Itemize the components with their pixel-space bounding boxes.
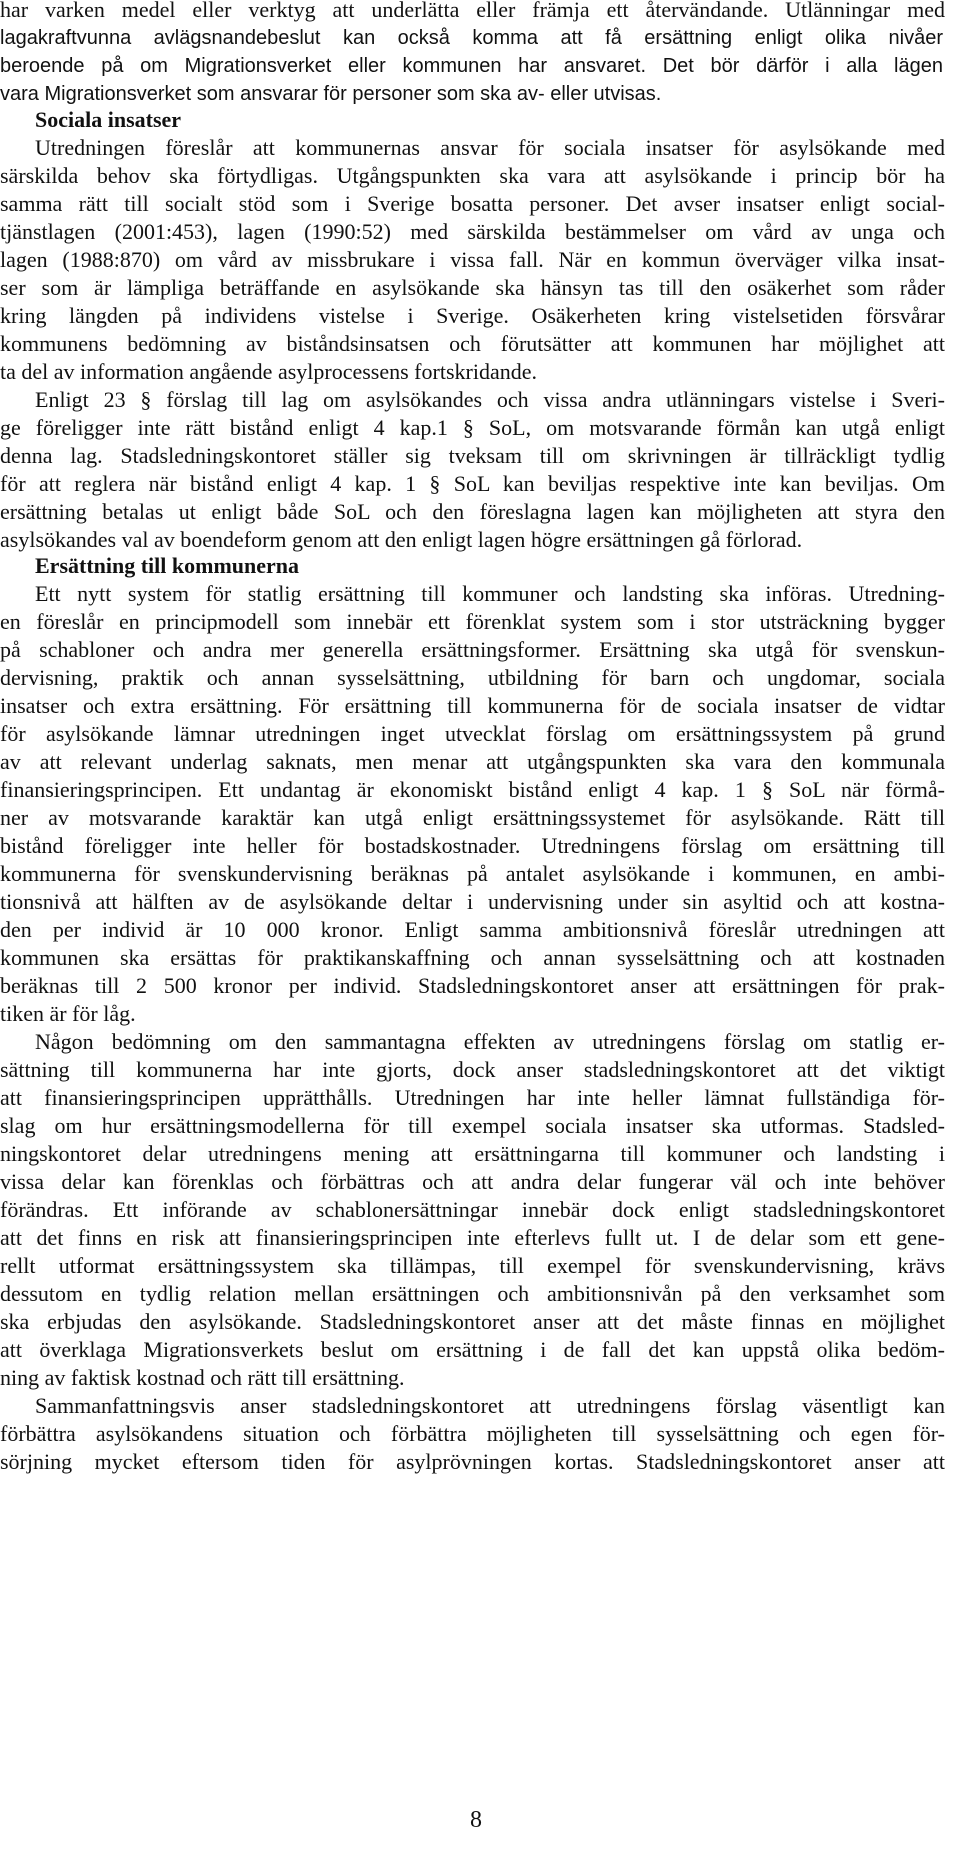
text-line: ningskontoret delar utredningens mening att ersättningarna till kommuner och landsting i xyxy=(0,1141,945,1166)
text-line: Ett nytt system för statlig ersättning till kommuner och landsting ska införas. Utredning- xyxy=(35,581,945,606)
text-line: lagakraftvunna avlägsnandebeslut kan också komma att få ersättning enligt olika nivåer xyxy=(0,27,943,49)
heading-sociala-insatser: Sociala insatser xyxy=(35,107,182,132)
text-line: bistånd föreligger inte heller för bostadskostnader. Utredningens förslag om ersättning till xyxy=(0,833,945,858)
text-line: asylsökandes val av boendeform genom att den enligt lagen högre ersättningen gå förlorad. xyxy=(0,527,803,552)
text-line: vissa delar kan förenklas och förbättras och att andra delar fungerar väl och inte behöver xyxy=(0,1169,945,1194)
text-line: av att relevant underlag saknats, men menar att utgångspunkten ska vara den kommunala xyxy=(0,749,945,774)
text-line: kommunens bedömning av biståndsinsatsen och förutsätter att kommunen har möjlighet att xyxy=(0,331,945,356)
text-line: sättning till kommunerna har inte gjorts, dock anser stadsledningskontoret att det viktigt xyxy=(0,1057,945,1082)
text-line: denna lag. Stadsledningskontoret ställer sig tveksam till om skrivningen är tillräckligt tydlig xyxy=(0,443,945,468)
text-line: att det finns en risk att finansieringsprincipen inte efterlevs fullt ut. I de delar som ett gene- xyxy=(0,1225,945,1250)
text-line: på schabloner och andra mer generella ersättningsformer. Ersättning ska utgå för svenskun- xyxy=(0,637,945,662)
page-number: 8 xyxy=(470,1807,482,1833)
heading-ersattning-till-kommunerna: Ersättning till kommunerna xyxy=(35,553,300,578)
text-line: rellt utformat ersättningssystem ska tillämpas, till exempel för svenskundervisning, krävs xyxy=(0,1253,945,1278)
text-line: en föreslår en principmodell som innebär ett förenklat system som i stor utsträckning bygger xyxy=(0,609,945,634)
text-line: ta del av information angående asylprocessens fortskridande. xyxy=(0,359,537,384)
text-line: den per individ är 10 000 kronor. Enligt samma ambitionsnivå föreslår utredningen att xyxy=(0,917,945,942)
text-line: för asylsökande lämnar utredningen inget utvecklat förslag om ersättningssystem på grund xyxy=(0,721,945,746)
text-line: ge föreligger inte rätt bistånd enligt 4 kap.1 § SoL, om motsvarande förmån kan utgå enligt xyxy=(0,415,945,440)
text-line: beroende på om Migrationsverket eller kommunen har ansvaret. Det bör därför i alla lägen xyxy=(0,55,943,77)
text-line: lagen (1988:870) om vård av missbrukare i vissa fall. När en kommun överväger vilka insat- xyxy=(0,247,945,272)
text-line: förändras. Ett införande av schablonersättningar innebär dock enligt stadsledningskontoret xyxy=(0,1197,945,1222)
text-line: dessutom en tydlig relation mellan ersättningen och ambitionsnivån på den verksamhet som xyxy=(0,1281,945,1306)
text-line: att överklaga Migrationsverkets beslut om ersättning i de fall det kan uppstå olika bedöm- xyxy=(0,1337,945,1362)
text-line: ning av faktisk kostnad och rätt till ersättning. xyxy=(0,1365,405,1390)
text-line: ersättning betalas ut enligt både SoL och den föreslagna lagen kan möjligheten att styra den xyxy=(0,499,945,524)
text-line: har varken medel eller verktyg att underlätta eller främja ett återvändande. Utlänningar med xyxy=(0,0,945,22)
text-line: förbättra asylsökandens situation och förbättra möjligheten till sysselsättning och egen för- xyxy=(0,1421,945,1446)
text-line: kommunerna för svenskundervisning beräknas på antalet asylsökande i kommunen, en ambi- xyxy=(0,861,945,886)
text-line: ner av motsvarande karaktär kan utgå enligt ersättningssystemet för asylsökande. Rätt till xyxy=(0,805,945,830)
text-line: kommunen ska ersättas för praktikanskaffning och annan sysselsättning och att kostnaden xyxy=(0,945,945,970)
text-line: beräknas till 2 500 kronor per individ. Stadsledningskontoret anser att ersättningen för prak- xyxy=(0,973,945,998)
text-line: Enligt 23 § förslag till lag om asylsökandes och vissa andra utlänningars vistelse i Sveri- xyxy=(35,387,945,412)
text-line: Sammanfattningsvis anser stadsledningskontoret att utredningens förslag väsentligt kan xyxy=(35,1393,945,1418)
text-line: samma rätt till socialt stöd som i Sverige bosatta personer. Det avser insatser enligt social- xyxy=(0,191,945,216)
text-line: kring längden på individens vistelse i Sverige. Osäkerheten kring vistelsetiden försvårar xyxy=(0,303,945,328)
text-line: tionsnivå att hälften av de asylsökande deltar i undervisning under sin asyltid och att kostna- xyxy=(0,889,945,914)
text-line: vara Migrationsverket som ansvarar för personer som ska av- eller utvisas. xyxy=(0,83,662,105)
text-line: särskilda behov ska förtydligas. Utgångspunkten ska vara att asylsökande i princip bör ha xyxy=(0,163,945,188)
text-line: finansieringsprincipen. Ett undantag är ekonomiskt bistånd enligt 4 kap. 1 § SoL när förmå- xyxy=(0,777,945,802)
text-line: insatser och extra ersättning. För ersättning till kommunerna för de sociala insatser de vidtar xyxy=(0,693,945,718)
text-line: Någon bedömning om den sammantagna effekten av utredningens förslag om statlig er- xyxy=(35,1029,945,1054)
text-line: för att reglera när bistånd enligt 4 kap. 1 § SoL kan beviljas respektive inte kan beviljas. Om xyxy=(0,471,945,496)
text-line: ska erbjudas den asylsökande. Stadsledningskontoret anser att det måste finnas en möjlighet xyxy=(0,1309,945,1334)
text-line: dervisning, praktik och annan sysselsättning, utbildning för barn och ungdomar, sociala xyxy=(0,665,945,690)
text-line: Utredningen föreslår att kommunernas ansvar för sociala insatser för asylsökande med xyxy=(35,135,945,160)
text-line: ser som är lämpliga beträffande en asylsökande ska hänsyn tas till den osäkerhet som råder xyxy=(0,275,945,300)
text-line: att finansieringsprincipen upprätthålls. Utredningen har inte heller lämnat fullständiga för- xyxy=(0,1085,945,1110)
text-line: slag om hur ersättningsmodellerna för till exempel sociala insatser ska utformas. Stadsled- xyxy=(0,1113,945,1138)
text-line: tiken är för låg. xyxy=(0,1001,136,1026)
text-line: tjänstlagen (2001:453), lagen (1990:52) med särskilda bestämmelser om vård av unga och xyxy=(0,219,945,244)
text-line: sörjning mycket eftersom tiden för asylprövningen kortas. Stadsledningskontoret anser att xyxy=(0,1449,945,1474)
